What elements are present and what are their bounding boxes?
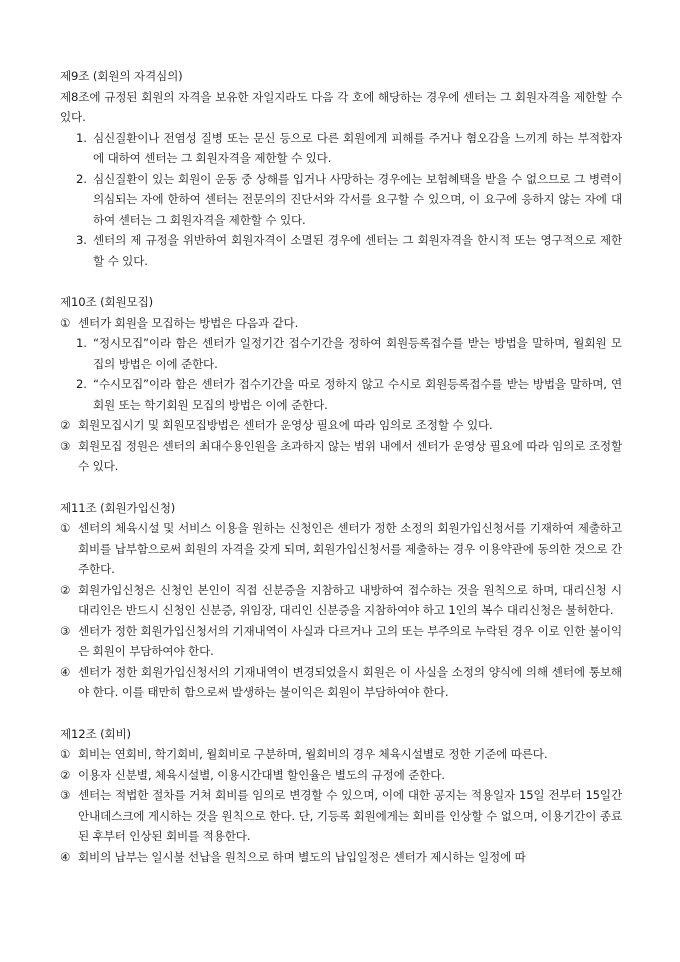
- item-number: ③: [60, 438, 71, 453]
- spacer: [60, 477, 622, 498]
- spacer: [60, 703, 622, 724]
- item-number: ④: [60, 664, 71, 679]
- list-item: [60, 128, 622, 169]
- item-text: 센터의 체육시설 및 서비스 이용을 원하는 신청인은 센터가 정한 소정의 회원가입신청서를 기재하여 제출하고 회비를 납부함으로써 회원의 자격을 갖게 되며, 회원가입신청서를 제출하는 경우 이용약관에 동의한 것으로 간주한다.: [78, 521, 622, 576]
- item-text: 센터는 적법한 절차를 거쳐 회비를 임의로 변경할 수 있으며, 이에 대한 공지는 적용일자 15일 전부터 15일간 안내데스크에 게시하는 것을 원칙으로 한다. 단, 기등록 회원에게는 회비를 인상할 수 없으며, 이용기간이 종료된 후부터 인상된 회비를 적용한다.: [78, 788, 622, 843]
- list-item: [60, 662, 622, 703]
- list-item: [60, 744, 622, 765]
- article-11: [60, 498, 622, 703]
- list-item: [60, 765, 622, 786]
- list-item: [60, 313, 622, 334]
- list-item: [60, 518, 622, 580]
- item-text: 심신질환이나 전염성 질병 또는 문신 등으로 다른 회원에게 피해를 주거나 혐오감을 느끼게 하는 부적합자에 대하여 센터는 그 회원자격을 제한할 수 있다.: [93, 130, 622, 165]
- item-text: 회원모집시기 및 회원모집방법은 센터가 운영상 필요에 따라 임의로 조정할 수 있다.: [78, 418, 493, 432]
- item-text: 회원가입신청은 신청인 본인이 직접 신분증을 지참하고 내방하여 접수하는 것을 원칙으로 하며, 대리신청 시 대리인은 반드시 신청인 신분증, 위임장, 대리인 신분증을 지참하여야 하고 1인의 복수 대리신청은 불허한다.: [78, 582, 622, 617]
- list-item: [60, 374, 622, 415]
- article-title: 제10조 (회원모집): [60, 295, 154, 309]
- article-9: [60, 66, 622, 271]
- list-item: [60, 333, 622, 374]
- item-text: 회비는 연회비, 학기회비, 월회비로 구분하며, 월회비의 경우 체육시설별로 정한 기준에 따른다.: [78, 747, 548, 761]
- item-text: 센터가 회원을 모집하는 방법은 다음과 같다.: [78, 315, 299, 330]
- item-text: “수시모집”이라 함은 센터가 접수기간을 따로 정하지 않고 수시로 회원등록접수를 받는 방법을 말하며, 연회원 또는 학기회원 모집의 방법은 이에 준한다.: [93, 377, 622, 412]
- article-title: 제12조 (회비): [60, 726, 131, 741]
- item-text: 센터가 정한 회원가입신청서의 기재내역이 변경되었을시 회원은 이 사실을 소정의 양식에 의해 센터에 통보해야 한다. 이를 태만히 함으로써 발생하는 불이익은 회원이 부담하여야 한다.: [78, 664, 622, 699]
- list-item: [60, 621, 622, 662]
- article-intro: 제8조에 규정된 회원의 자격을 보유한 자일지라도 다음 각 호에 해당하는 경우에 센터는 그 회원자격을 제한할 수 있다.: [60, 89, 622, 124]
- list-item: [60, 436, 622, 477]
- item-number: ②: [60, 418, 71, 432]
- article-title: 제11조 (회원가입신청): [60, 500, 176, 515]
- item-number: ③: [60, 788, 71, 802]
- item-number: ①: [60, 315, 71, 330]
- item-number: ④: [60, 849, 71, 864]
- article-10: [60, 292, 622, 477]
- item-text: 회비의 납부는 일시불 선납을 원칙으로 하며 별도의 납입일정은 센터가 제시하는 일정에 따: [78, 849, 526, 864]
- list-item: [60, 230, 622, 271]
- item-number: ②: [60, 582, 71, 597]
- article-title: 제9조 (회원의 자격심의): [60, 69, 183, 83]
- item-number: ①: [60, 747, 71, 761]
- item-text: 센터의 제 규정을 위반하여 회원자격이 소멸된 경우에 센터는 그 회원자격을 한시적 또는 영구적으로 제한할 수 있다.: [93, 233, 622, 268]
- item-number: ②: [60, 767, 71, 782]
- item-number: 3.: [76, 233, 87, 247]
- item-number: 2.: [76, 171, 87, 186]
- item-number: ③: [60, 623, 71, 638]
- item-text: “정시모집”이라 함은 센터가 일정기간 접수기간을 정하여 회원등록접수를 받는 방법을 말하며, 월회원 모집의 방법은 이에 준한다.: [93, 336, 622, 371]
- item-number: 2.: [76, 377, 87, 391]
- item-number: 1.: [76, 130, 87, 145]
- item-text: 이용자 신분별, 체육시설별, 이용시간대별 할인율은 별도의 규정에 준한다.: [78, 767, 445, 782]
- list-item: [60, 847, 622, 868]
- item-number: ①: [60, 521, 71, 535]
- item-text: 심신질환이 있는 회원이 운동 중 상해를 입거나 사망하는 경우에는 보험혜택을 받을 수 없으므로 그 병력이 의심되는 자에 한하여 센터는 전문의의 진단서와 각서를 요구할 수 있으며, 이 요구에 응하지 않는 자에 대하여 센터는 그 회원자격을 제한할 수 있다.: [93, 171, 622, 227]
- spacer: [60, 271, 622, 292]
- list-item: [60, 580, 622, 621]
- list-item: [60, 415, 622, 436]
- article-12: [60, 724, 622, 868]
- item-text: 센터가 정한 회원가입신청서의 기재내역이 사실과 다르거나 고의 또는 부주의로 누락된 경우 이로 인한 불이익은 회원이 부담하여야 한다.: [78, 623, 622, 658]
- item-number: 1.: [76, 336, 87, 350]
- item-text: 회원모집 정원은 센터의 최대수용인원을 초과하지 않는 범위 내에서 센터가 운영상 필요에 따라 임의로 조정할 수 있다.: [78, 438, 622, 473]
- list-item: [60, 785, 622, 847]
- document-body: [60, 66, 622, 867]
- list-item: [60, 169, 622, 231]
